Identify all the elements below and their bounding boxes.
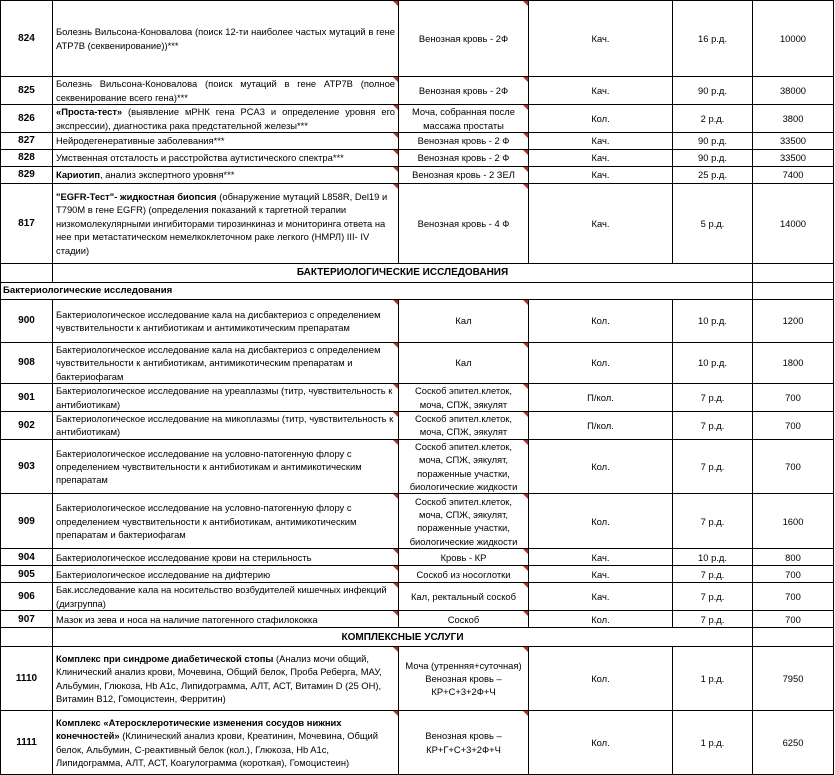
biomaterial: Венозная кровь - 2 Ф	[399, 133, 529, 150]
service-name-cell	[53, 494, 399, 549]
price: 1800	[753, 343, 834, 384]
service-name: Бактериологическое исследование кала на дисбактериоз с определением чувствительности к антибиотикам, антимикотическим препаратам и бактериофагам	[56, 344, 381, 382]
service-code: 909	[1, 494, 53, 549]
biomaterial: Кровь - КР	[399, 549, 529, 566]
method-type: Кол.	[529, 300, 673, 343]
method-type: Кач.	[529, 549, 673, 566]
service-name-cell	[53, 566, 399, 583]
biomaterial: Венозная кровь - 2 Ф	[399, 150, 529, 167]
turnaround-term: 90 р.д.	[673, 77, 753, 105]
turnaround-term: 7 р.д.	[673, 384, 753, 412]
turnaround-term: 5 р.д.	[673, 184, 753, 264]
method-type: Кол.	[529, 611, 673, 628]
service-name-bold: «Проста-тест»	[56, 106, 123, 118]
biomaterial: Венозная кровь - 2Ф	[399, 77, 529, 105]
section-header-row	[1, 628, 834, 647]
service-name-bold: "EGFR-Тест"- жидкостная биопсия	[56, 190, 217, 202]
method-type: Кол.	[529, 494, 673, 549]
subsection-title: Бактериологические исследования	[1, 283, 673, 300]
price: 700	[753, 384, 834, 412]
price: 700	[753, 611, 834, 628]
table-row	[1, 105, 834, 133]
service-code: 900	[1, 300, 53, 343]
service-code: 826	[1, 105, 53, 133]
service-name: (Анализ мочи общий, Клинический анализ крови, Мочевина, Общий белок, Проба Реберга, МАУ, Альбумин, Глюкоза, Hb A1c, Липидограмма, АЛТ, АСТ, Витамин D (25 OH), Витамин B12, Гомоцистеин, Ферритин)	[56, 652, 382, 705]
biomaterial: Соскоб эпител.клеток, моча, СПЖ, эякулят	[399, 384, 529, 412]
service-name-cell	[53, 167, 399, 184]
table-row	[1, 150, 834, 167]
price: 14000	[753, 184, 834, 264]
service-name: Болезнь Вильсона-Коновалова (поиск мутаций в гене ATP7B (полное секвенирование всего гена)***	[56, 78, 395, 103]
turnaround-term: 90 р.д.	[673, 133, 753, 150]
table-row	[1, 566, 834, 583]
method-type: Кол.	[529, 439, 673, 494]
turnaround-term: 10 р.д.	[673, 343, 753, 384]
turnaround-term: 7 р.д.	[673, 494, 753, 549]
price: 700	[753, 412, 834, 440]
biomaterial: Соскоб эпител.клеток, моча, СПЖ, эякулят, пораженные участки, биологические жидкости	[399, 494, 529, 549]
service-code: 902	[1, 412, 53, 440]
service-name: (обнаружение мутаций L858R, Del19 и T790M в гене EGFR) (определения показаний к таргетной терапии низкомолекулярными ингибиторами тирозинкиназ и мониторинга ответа на нее при метастатическом немелкоклеточном раке легкого (НМРЛ) III- IV стадии)	[56, 190, 388, 256]
price: 10000	[753, 1, 834, 77]
turnaround-term: 10 р.д.	[673, 549, 753, 566]
turnaround-term: 2 р.д.	[673, 105, 753, 133]
service-name: (выявление мРНК гена PCA3 и определение уровня его экспрессии), диагностика рака предстательной железы***	[56, 106, 395, 131]
service-name: Бак.исследование кала на носительство возбудителей кишечных инфекций (дизгруппа)	[56, 584, 387, 609]
biomaterial: Соскоб	[399, 611, 529, 628]
service-name-cell	[53, 549, 399, 566]
biomaterial: Венозная кровь – КР+Г+С+3+2Ф+Ч	[399, 711, 529, 775]
service-name: Бактериологическое исследование на микоплазмы (титр, чувствительность к антибиотикам)	[56, 413, 394, 438]
section-title: БАКТЕРИОЛОГИЧЕСКИЕ ИССЛЕДОВАНИЯ	[53, 264, 753, 283]
method-type: Кол.	[529, 711, 673, 775]
turnaround-term: 7 р.д.	[673, 566, 753, 583]
service-code: 904	[1, 549, 53, 566]
price: 7400	[753, 167, 834, 184]
method-type: Кол.	[529, 343, 673, 384]
service-name-cell	[53, 300, 399, 343]
service-name-cell	[53, 439, 399, 494]
turnaround-term: 25 р.д.	[673, 167, 753, 184]
method-type: Кач.	[529, 167, 673, 184]
table-row	[1, 300, 834, 343]
price: 1200	[753, 300, 834, 343]
table-row	[1, 439, 834, 494]
price-list-body	[1, 1, 834, 775]
table-row	[1, 384, 834, 412]
price: 700	[753, 439, 834, 494]
service-name: Бактериологическое исследование на дифтерию	[56, 568, 271, 580]
service-name-cell	[53, 184, 399, 264]
service-code: 906	[1, 583, 53, 611]
service-name: Бактериологическое исследование на условно-патогенную флору с определением чувствительности к антибиотикам и антимикотическим препаратам	[56, 447, 362, 486]
turnaround-term: 10 р.д.	[673, 300, 753, 343]
service-name-cell	[53, 150, 399, 167]
method-type: Кач.	[529, 1, 673, 77]
method-type: Кач.	[529, 133, 673, 150]
service-name-cell	[53, 77, 399, 105]
service-code: 829	[1, 167, 53, 184]
biomaterial: Венозная кровь - 2Ф	[399, 1, 529, 77]
method-type: Кач.	[529, 184, 673, 264]
section-spacer-cell	[1, 264, 53, 283]
turnaround-term: 7 р.д.	[673, 439, 753, 494]
biomaterial: Венозная кровь - 2 ЗЕЛ	[399, 167, 529, 184]
service-code: 903	[1, 439, 53, 494]
table-row	[1, 1, 834, 77]
turnaround-term: 1 р.д.	[673, 711, 753, 775]
table-row	[1, 167, 834, 184]
price: 1600	[753, 494, 834, 549]
subsection-header-row	[1, 283, 834, 300]
section-spacer-cell	[1, 628, 53, 647]
service-name-bold: Кариотип	[56, 169, 101, 181]
table-row	[1, 77, 834, 105]
table-row	[1, 412, 834, 440]
method-type: П/кол.	[529, 412, 673, 440]
service-name-cell	[53, 105, 399, 133]
service-code: 901	[1, 384, 53, 412]
subsection-spacer-cell	[673, 283, 753, 300]
price: 33500	[753, 133, 834, 150]
service-code: 828	[1, 150, 53, 167]
service-name-cell	[53, 1, 399, 77]
service-name: Бактериологическое исследование кала на дисбактериоз с определением чувствительности к антибиотикам и антимикотическим препаратам	[56, 308, 381, 333]
price: 38000	[753, 77, 834, 105]
method-type: Кач.	[529, 566, 673, 583]
biomaterial: Соскоб эпител.клеток, моча, СПЖ, эякулят	[399, 412, 529, 440]
service-name-cell	[53, 384, 399, 412]
section-title: КОМПЛЕКСНЫЕ УСЛУГИ	[53, 628, 753, 647]
price: 800	[753, 549, 834, 566]
service-name: Умственная отсталость и расстройства аутистического спектра***	[56, 152, 344, 164]
turnaround-term: 7 р.д.	[673, 583, 753, 611]
price: 33500	[753, 150, 834, 167]
table-row	[1, 611, 834, 628]
service-name-cell	[53, 583, 399, 611]
service-code: 908	[1, 343, 53, 384]
service-name: Бактериологическое исследование на уреаплазмы (титр, чувствительность к антибиотикам)	[56, 385, 393, 410]
service-name: , анализ экспертного уровня***	[100, 169, 235, 181]
service-code: 824	[1, 1, 53, 77]
section-header-row	[1, 264, 834, 283]
service-name: Нейродегенеративные заболевания***	[56, 135, 225, 147]
subsection-spacer-cell	[753, 283, 834, 300]
table-row	[1, 494, 834, 549]
biomaterial: Соскоб из носоглотки	[399, 566, 529, 583]
price: 7950	[753, 647, 834, 711]
method-type: Кач.	[529, 150, 673, 167]
service-name: (Клинический анализ крови, Креатинин, Мочевина, Общий белок, Альбумин, С-реактивный белок (кол.), Глюкоза, Hb A1c, Липидограмма, АЛТ, АСТ, Коагулограмма (короткая), Гомоцистеин)	[56, 730, 379, 769]
turnaround-term: 7 р.д.	[673, 611, 753, 628]
table-row	[1, 711, 834, 775]
biomaterial: Венозная кровь - 4 Ф	[399, 184, 529, 264]
method-type: Кол.	[529, 105, 673, 133]
service-name: Мазок из зева и носа на наличие патогенного стафилококка	[56, 613, 318, 625]
service-code: 827	[1, 133, 53, 150]
service-name-cell	[53, 711, 399, 775]
turnaround-term: 1 р.д.	[673, 647, 753, 711]
table-row	[1, 133, 834, 150]
service-name: Бактериологическое исследование крови на стерильность	[56, 551, 312, 563]
biomaterial: Моча (утренняя+суточная) Венозная кровь – КР+С+3+2Ф+Ч	[399, 647, 529, 711]
service-name: Болезнь Вильсона-Коновалова (поиск 12-ти наиболее частых мутаций в гене ATP7B (секвенирование))***	[56, 26, 395, 51]
service-code: 1111	[1, 711, 53, 775]
service-name-cell	[53, 133, 399, 150]
turnaround-term: 90 р.д.	[673, 150, 753, 167]
price: 700	[753, 583, 834, 611]
service-name-cell	[53, 611, 399, 628]
table-row	[1, 184, 834, 264]
table-row	[1, 549, 834, 566]
service-code: 907	[1, 611, 53, 628]
section-spacer-cell	[753, 628, 834, 647]
biomaterial: Соскоб эпител.клеток, моча, СПЖ, эякулят, пораженные участки, биологические жидкости	[399, 439, 529, 494]
service-name-cell	[53, 412, 399, 440]
price: 6250	[753, 711, 834, 775]
method-type: Кач.	[529, 77, 673, 105]
table-row	[1, 647, 834, 711]
service-code: 905	[1, 566, 53, 583]
price: 3800	[753, 105, 834, 133]
service-name-cell	[53, 343, 399, 384]
service-name-cell	[53, 647, 399, 711]
method-type: Кач.	[529, 583, 673, 611]
method-type: П/кол.	[529, 384, 673, 412]
biomaterial: Моча, собранная после массажа простаты	[399, 105, 529, 133]
biomaterial: Кал	[399, 343, 529, 384]
turnaround-term: 16 р.д.	[673, 1, 753, 77]
section-spacer-cell	[753, 264, 834, 283]
service-code: 825	[1, 77, 53, 105]
service-code: 817	[1, 184, 53, 264]
turnaround-term: 7 р.д.	[673, 412, 753, 440]
service-code: 1110	[1, 647, 53, 711]
table-row	[1, 343, 834, 384]
service-name-bold: Комплекс при синдроме диабетической стопы	[56, 652, 274, 664]
price: 700	[753, 566, 834, 583]
service-name: Бактериологическое исследование на условно-патогенную флору с определением чувствительности к антибиотикам, антимикотическим препаратам и бактериофагам	[56, 502, 357, 541]
method-type: Кол.	[529, 647, 673, 711]
service-name-bold: Комплекс «Атеросклеротические изменения сосудов нижних конечностей»	[56, 716, 342, 742]
biomaterial: Кал, ректальный соскоб	[399, 583, 529, 611]
biomaterial: Кал	[399, 300, 529, 343]
table-row	[1, 583, 834, 611]
